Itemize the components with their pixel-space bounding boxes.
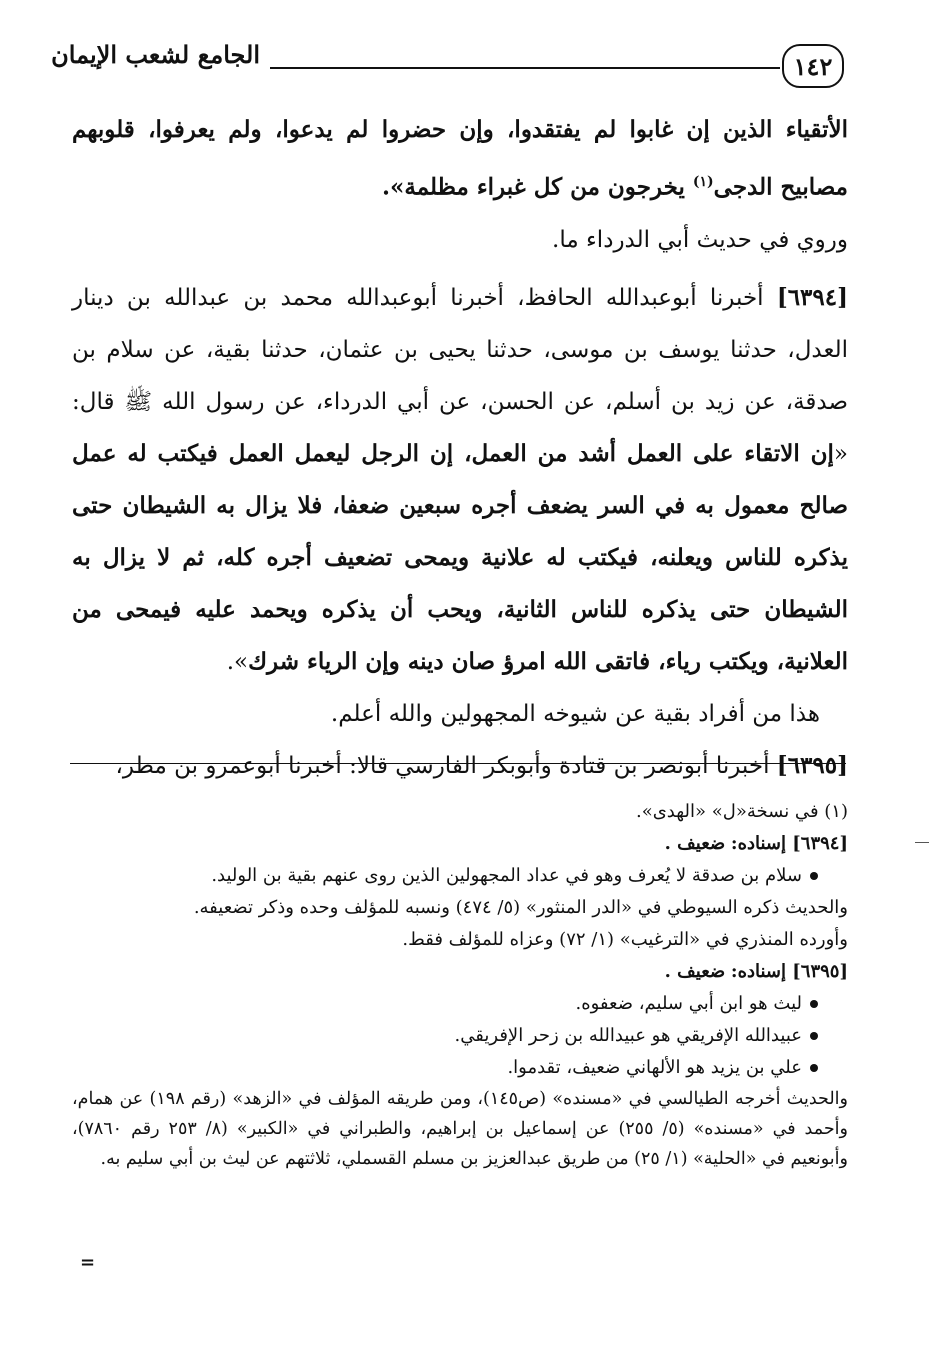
note-6395-bullet-2 bbox=[72, 1020, 848, 1052]
hadith-6394-matn: إن الاتقاء على العمل أشد من العمل، إن الرجل ليعمل العمل فيكتب له عمل صالح معمول به في السر يضعف أجره سبعين ضعفا، فلا يزال به الشيطان حتى يذكره للناس ويعلنه، فيكتب له علانية ويمحى تضعيف أجره كله، ثم لا يزال به الشيطان حتى يذكره للناس الثانية، ويحب أن يذكره ويحمد عليه فيمحى من العلانية، ويكتب رياء، فاتقى الله امرؤ صان دينه وإن الرياء شرك bbox=[72, 439, 848, 675]
bullet-icon bbox=[810, 1032, 818, 1040]
hadith-6394 bbox=[72, 272, 848, 688]
footnote-1: (١) في نسخة«ل» «الهدى». bbox=[635, 801, 848, 822]
note-6394-line-2: والحديث ذكره السيوطي في «الدر المنثور» (٥/ ٤٧٤) ونسبه للمؤلف وحده وذكر تضعيفه. bbox=[193, 897, 848, 918]
note-6394-bullet-1 bbox=[72, 860, 848, 892]
note-6394-bullet-1-text: سلام بن صدقة لا يُعرف وهو في عداد المجهولين الذين روى عنهم بقية بن الوليد. bbox=[211, 865, 802, 886]
main-text bbox=[72, 104, 848, 792]
isnad-6395-grade: ضعيف . bbox=[664, 961, 726, 982]
note-6394-line-3: وأورده المنذري في «الترغيب» (١/ ٧٢) وعزاه للمؤلف فقط. bbox=[402, 929, 848, 950]
isnad-6394-grade: ضعيف . bbox=[664, 833, 726, 854]
continuation-mark: = bbox=[80, 1252, 96, 1273]
p1-line2: يخرجون من كل غبراء مظلمة». bbox=[382, 173, 685, 201]
note-6395-bullet-3-text: علي بن يزيد هو الألهاني ضعيف، تقدموا. bbox=[507, 1057, 802, 1078]
hadith-6394-chain: أخبرنا أبوعبدالله الحافظ، أخبرنا أبوعبدالله محمد بن عبدالله بن دينار العدل، حدثنا يوسف بن موسى، حدثنا يحيى بن عثمان، حدثنا بقية، عن سلام بن صدقة، عن زيد بن أسلم، عن الحسن، عن أبي الدرداء، عن رسول الله ﷺ قال: « bbox=[72, 284, 848, 467]
footnotes bbox=[72, 796, 848, 1174]
page-number: ١٤٢ bbox=[793, 51, 833, 81]
takhrij-paragraph: والحديث أخرجه الطيالسي في «مسنده» (ص١٤٥)، ومن طريقه المؤلف في «الزهد» (رقم ١٩٨) عن همام، وأحمد في «مسنده» (٥/ ٢٥٥) عن إسماعيل بن إبراهيم، والطبراني في «الكبير» (٨/ ٢٥٣ رقم ٧٨٦٠)، وأبونعيم في «الحلية» (١/ ٢٥) من طريق عبدالعزيز بن مسلم القسملي، ثلاثتهم عن ليث بن أبي سليم به. bbox=[72, 1089, 848, 1169]
hadith-number-6395: [٦٣٩٥] bbox=[776, 751, 848, 779]
note-6395-bullet-1 bbox=[72, 988, 848, 1020]
bullet-icon bbox=[810, 1064, 818, 1072]
note-6395-bullet-3 bbox=[72, 1052, 848, 1084]
note-6395-bullet-2-text: عبيدالله الإفريقي هو عبيدالله بن زحر الإفريقي. bbox=[454, 1025, 802, 1046]
hadith-6395 bbox=[72, 740, 848, 792]
isnad-6395 bbox=[72, 956, 848, 988]
margin-scan-mark bbox=[915, 842, 929, 843]
p1-word-dujaa: الدجى bbox=[713, 173, 773, 201]
bullet-icon bbox=[810, 1000, 818, 1008]
footnote-ref-1: (١) bbox=[692, 174, 714, 190]
bullet-icon bbox=[810, 872, 818, 880]
isnad-6394 bbox=[72, 828, 848, 860]
isnad-6395-label: [٦٣٩٥] إسناده: bbox=[730, 961, 848, 982]
paragraph-1 bbox=[72, 104, 848, 214]
hadith-6395-text: أخبرنا أبونصر بن قتادة وأبوبكر الفارسي قالا: أخبرنا أبوعمرو بن مطر، bbox=[115, 752, 770, 779]
note-6395-bullet-1-text: ليث هو ابن أبي سليم، ضعفوه. bbox=[575, 993, 802, 1014]
hadith-6394-close: ». bbox=[226, 648, 249, 675]
hadith-number-6394: [٦٣٩٤] bbox=[776, 283, 849, 311]
comment-paragraph: هذا من أفراد بقية عن شيوخه المجهولين والله أعلم. bbox=[330, 700, 820, 727]
p1-line1: الأتقياء الذين إن غابوا لم يفتقدوا، وإن حضروا لم يدعوا، ولم يعرفوا، قلوبهم مصابيح bbox=[72, 116, 848, 201]
running-title: الجامع لشعب الإيمان bbox=[51, 40, 260, 69]
page-number-badge bbox=[782, 44, 844, 88]
isnad-6394-label: [٦٣٩٤] إسناده: bbox=[730, 833, 848, 854]
header-rule bbox=[270, 67, 780, 69]
paragraph-2: وروي في حديث أبي الدرداء ما. bbox=[552, 226, 848, 253]
page-header bbox=[51, 34, 850, 104]
footnote-separator bbox=[70, 763, 846, 764]
